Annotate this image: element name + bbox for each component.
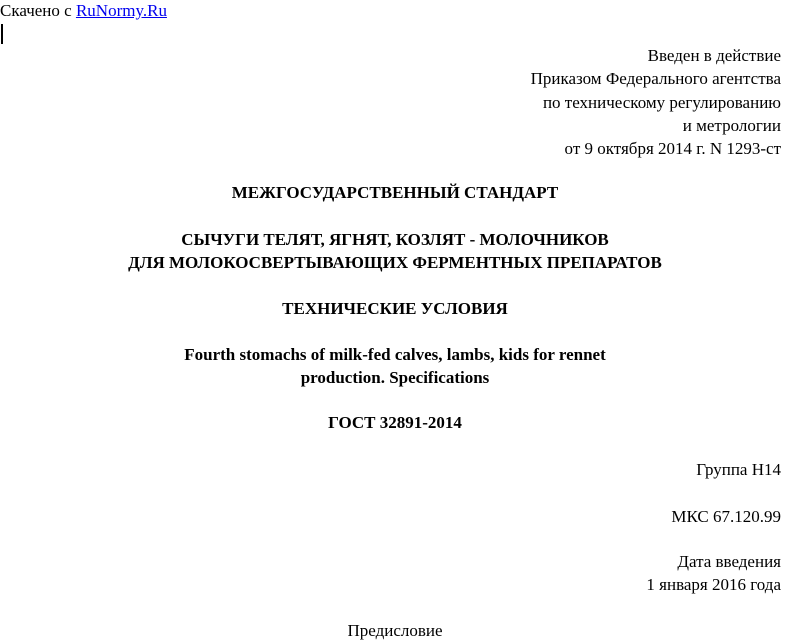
title-line-2: ДЛЯ МОЛОКОСВЕРТЫВАЮЩИХ ФЕРМЕНТНЫХ ПРЕПАРАТОВ [128,253,662,272]
enactment-line: Приказом Федерального агентства [530,69,781,89]
effective-date-value: 1 января 2016 года [646,575,781,594]
title-line-1: СЫЧУГИ ТЕЛЯТ, ЯГНЯТ, КОЗЛЯТ - МОЛОЧНИКОВ [181,230,609,249]
download-source-line [0,1,167,21]
english-title-line-2: production. Specifications [300,368,490,387]
standard-type-heading: МЕЖГОСУДАРСТВЕННЫЙ СТАНДАРТ [231,183,559,202]
enactment-line: Введен в действие [647,46,781,65]
effective-date-label: Дата введения [677,552,781,571]
enactment-line: по техническому регулированию [542,92,781,112]
english-title-line-1: Fourth stomachs of milk-fed calves, lambs, kids for rennet [184,345,606,364]
subtitle-heading: ТЕХНИЧЕСКИЕ УСЛОВИЯ [282,299,508,318]
mks-code: МКС 67.120.99 [671,507,781,526]
preface-heading: Предисловие [347,621,443,640]
group-code: Группа Н14 [696,460,781,479]
text-cursor [1,24,3,44]
enactment-line: от 9 октября 2014 г. N 1293-ст [564,139,781,159]
gost-number: ГОСТ 32891-2014 [328,413,462,432]
enactment-line: и метрологии [682,115,781,135]
runormy-link[interactable]: RuNormy.Ru [75,1,167,20]
download-prefix: Скачено с [0,1,76,20]
enactment-block [531,44,781,160]
